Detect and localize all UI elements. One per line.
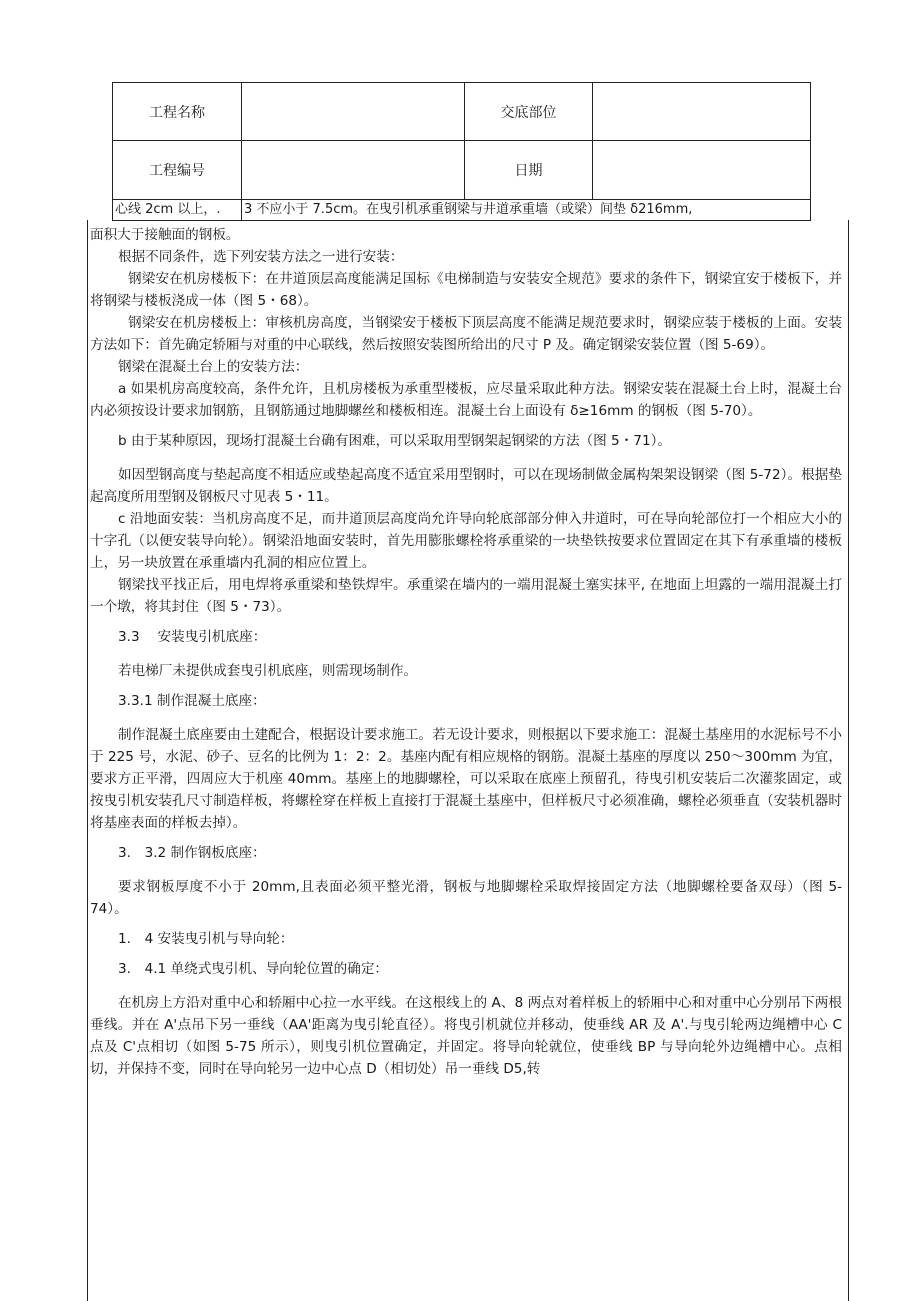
paragraph: 根据不同条件，选下列安装方法之一进行安装： xyxy=(118,249,404,265)
handover-part-value xyxy=(592,83,810,140)
header-row-1 xyxy=(113,83,810,141)
paragraph: 钢梁安在机房楼板上：审核机房高度，当钢梁安于楼板下顶层高度不能满足规范要求时，钢梁应装于楼板的上面。安装方法如下：首先确定轿厢与对重的中心联线，然后按照安装图所给出的尺寸 P 及。确定钢梁安装位置（图 5-69）。 xyxy=(90,315,842,353)
header-row-2 xyxy=(113,141,810,200)
fragment-right: 3 不应小于 7.5cm。在曳引机承重钢梁与井道承重墙（或梁）间垫 δ216mm, xyxy=(241,200,692,220)
paragraph: 面积大于接触面的钢板。 xyxy=(90,227,240,243)
project-name-value xyxy=(241,83,464,140)
section-heading: 3. 4.1 单绕式曳引机、导向轮位置的确定： xyxy=(118,961,389,977)
section-heading: 1. 4 安装曳引机与导向轮： xyxy=(118,931,294,947)
paragraph: 钢梁在混凝土台上的安装方法： xyxy=(118,359,309,375)
body-content xyxy=(90,224,842,1080)
header-table xyxy=(112,82,811,221)
paragraph: c 沿地面安装：当机房高度不足，而井道顶层高度尚允许导向轮底部部分伸入井道时，可在导向轮部位打一个相应大小的十字孔（以便安装导向轮）。钢梁沿地面安装时，首先用膨胀螺栓将承重梁的一块垫铁按要求位置固定在其下有承重墙的楼板上，另一块放置在承重墙内孔洞的相应位置上。 xyxy=(90,511,842,571)
paragraph: a 如果机房高度较高，条件允许，且机房楼板为承重型楼板，应尽量采取此种方法。钢梁安装在混凝土台上时，混凝土台内必须按设计要求加钢筋，且钢筋通过地脚螺丝和楼板相连。混凝土台上面设有 δ≥16mm 的钢板（图 5-70）。 xyxy=(90,381,842,419)
section-heading: 3. 3.2 制作钢板底座： xyxy=(118,845,266,861)
project-no-label: 工程编号 xyxy=(149,163,205,179)
paragraph: b 由于某种原因，现场打混凝土台确有困难，可以采取用型钢架起钢梁的方法（图 5・71）。 xyxy=(118,433,671,449)
header-fragment-row xyxy=(113,200,810,221)
paragraph: 若电梯厂未提供成套曳引机底座，则需现场制作。 xyxy=(118,663,418,679)
date-label: 日期 xyxy=(464,141,592,199)
paragraph: 制作混凝土底座要由土建配合，根据设计要求施工。若无设计要求，则根据以下要求施工：混凝土基座用的水泥标号不小于 225 号，水泥、砂子、豆名的比例为 1：2：2。基座内配有相应规格的钢筋。混凝土基座的厚度以 250～300mm 为宜，要求方正平滑，四周应大于机座 40mm。基座上的地脚螺栓，可以采取在底座上预留孔，待曳引机安装后二次灌浆固定，或按曳引机安装孔尺寸制造样板，将螺栓穿在样板上直接打于混凝土基座中，但样板尺寸必须准确，螺栓必须垂直（安装机器时将基座表面的样板去掉）。 xyxy=(90,727,842,831)
project-no-value xyxy=(241,141,464,199)
project-name-label: 工程名称 xyxy=(149,104,205,121)
paragraph: 钢梁找平找正后，用电焊将承重梁和垫铁焊牢。承重梁在墙内的一端用混凝土塞实抹平, 在地面上坦露的一端用混凝土打一个墩，将其封住（图 5・73）。 xyxy=(90,577,842,615)
paragraph: 如因型钢高度与垫起高度不相适应或垫起高度不适宜采用型钢时，可以在现场制做金属构架架设钢梁（图 5-72）。根据垫起高度所用型钢及钢板尺寸见表 5・11。 xyxy=(90,467,842,505)
paragraph: 在机房上方沿对重中心和轿厢中心拉一水平线。在这根线上的 A、8 两点对着样板上的轿厢中心和对重中心分别吊下两根垂线。并在 A'点吊下另一垂线（AA'距离为曳引轮直径）。将曳引机就位并移动，使垂线 AR 及 A'.与曳引轮两边绳槽中心 C 点及 C'点相切（如图 5-75 所示），则曳引机位置确定，并固定。将导向轮就位，使垂线 BP 与导向轮外边绳槽中心。点相切，并保持不变，同时在导向轮另一边中心点 D（相切处）吊一垂线 D5,转 xyxy=(90,995,842,1077)
handover-part-label: 交底部位 xyxy=(464,83,592,140)
section-heading: 3.3.1 制作混凝土底座： xyxy=(118,693,266,709)
date-value xyxy=(592,141,810,199)
fragment-left: 心线 2cm 以上，. xyxy=(115,202,221,217)
paragraph: 钢梁安在机房楼板下：在井道顶层高度能满足国标《电梯制造与安装安全规范》要求的条件下，钢梁宜安于楼板下，并将钢梁与楼板浇成一体（图 5・68）。 xyxy=(90,271,842,309)
section-heading: 3.3 安装曳引机底座： xyxy=(118,629,267,645)
paragraph: 要求钢板厚度不小于 20mm,且表面必须平整光滑，钢板与地脚螺栓采取焊接固定方法（地脚螺栓要备双母）（图 5-74）。 xyxy=(90,879,842,917)
